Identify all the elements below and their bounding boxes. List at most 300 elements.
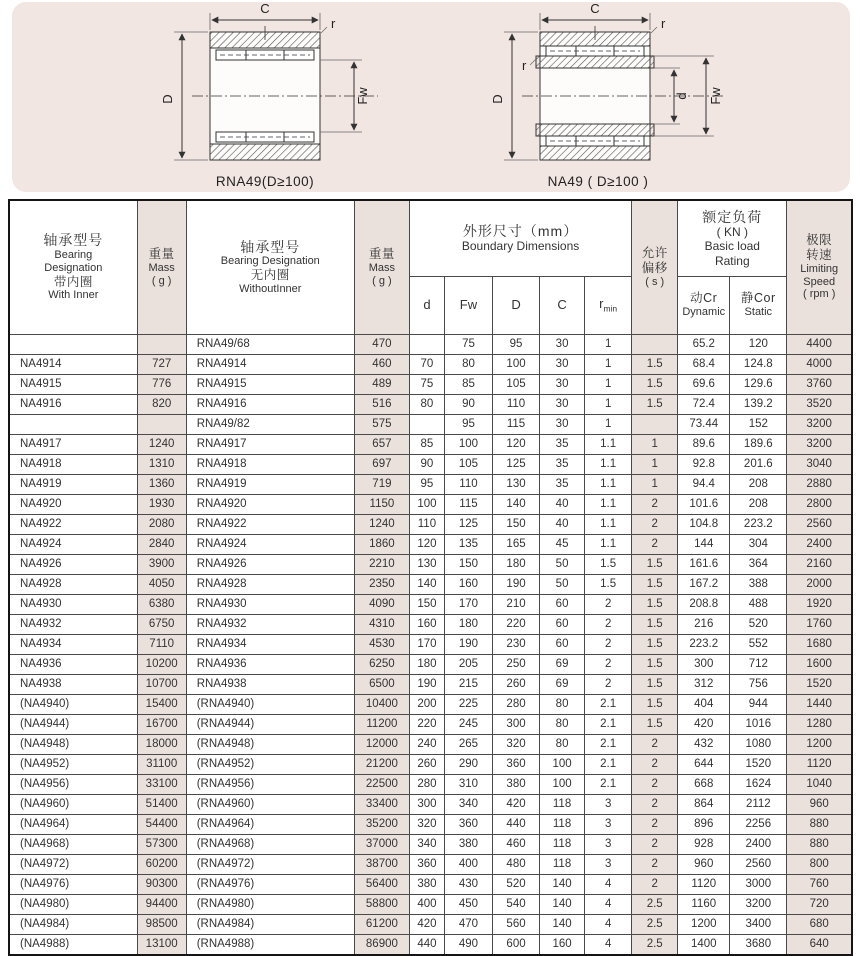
dim-label-c: C [260,1,270,16]
dim-C: 35 [540,434,585,454]
dim-C: 40 [540,514,585,534]
mass-with-inner: 15400 [137,694,186,714]
dim-C: 118 [540,854,585,874]
dim-d: 100 [409,494,444,514]
col-header-allowable-offset: 允许 偏移 ( s ) [632,200,678,334]
dim-C: 35 [540,454,585,474]
allowable-offset-s: 2.5 [632,894,678,914]
designation-with-inner: (NA4960) [9,794,137,814]
static-load-cor: 388 [730,574,787,594]
dynamic-load-cr: 73.44 [678,414,730,434]
mass-with-inner: 1930 [137,494,186,514]
static-load-cor: 756 [730,674,787,694]
static-load-cor: 3200 [730,894,787,914]
dynamic-load-cr: 300 [678,654,730,674]
allowable-offset-s [632,414,678,434]
mass-with-inner: 820 [137,394,186,414]
static-load-cor: 3000 [730,874,787,894]
col-header-with-inner: 轴承型号 Bearing Designation 带内圈 With Inner [9,200,137,334]
designation-with-inner: (NA4952) [9,754,137,774]
designation-without-inner: RNA4926 [186,554,354,574]
dim-fw: 360 [444,814,492,834]
dim-C: 80 [540,734,585,754]
outer-ring-bottom-band [210,144,320,160]
table-row [9,554,852,574]
limiting-speed-rpm: 800 [787,854,852,874]
mass-without-inner: 2350 [354,574,409,594]
table-row [9,394,852,414]
dim-D: 440 [493,814,540,834]
mass-with-inner [137,414,186,434]
designation-with-inner: (NA4944) [9,714,137,734]
allowable-offset-s: 2 [632,754,678,774]
col-header-D: D [493,276,540,334]
dynamic-load-cr: 68.4 [678,354,730,374]
dim-fw: 225 [444,694,492,714]
dim-rmin: 1.5 [585,554,632,574]
allowable-offset-s: 2.5 [632,914,678,934]
limiting-speed-rpm: 3760 [787,374,852,394]
dynamic-load-cr: 928 [678,834,730,854]
table-row [9,814,852,834]
dynamic-load-cr: 960 [678,854,730,874]
dim-fw: 90 [444,394,492,414]
dim-fw: 490 [444,934,492,955]
dim-D: 130 [493,474,540,494]
limiting-speed-rpm: 2880 [787,474,852,494]
static-load-cor: 152 [730,414,787,434]
dim-fw: 215 [444,674,492,694]
dim-D: 190 [493,574,540,594]
table-row [9,754,852,774]
table-row [9,774,852,794]
dim-d: 280 [409,774,444,794]
table-row [9,594,852,614]
dim-label-r-top: r [661,16,666,31]
limiting-speed-rpm: 1280 [787,714,852,734]
designation-without-inner: (RNA4948) [186,734,354,754]
dim-d: 200 [409,694,444,714]
mass-with-inner: 98500 [137,914,186,934]
dim-D: 260 [493,674,540,694]
table-row [9,794,852,814]
mass-with-inner: 57300 [137,834,186,854]
dim-C: 118 [540,814,585,834]
roller-row-top [546,46,644,56]
designation-with-inner: NA4936 [9,654,137,674]
dim-fw: 205 [444,654,492,674]
designation-without-inner: (RNA4944) [186,714,354,734]
dim-d: 300 [409,794,444,814]
designation-with-inner [9,334,137,354]
designation-without-inner: RNA4916 [186,394,354,414]
dim-fw: 135 [444,534,492,554]
mass-with-inner: 10200 [137,654,186,674]
dim-rmin: 1.1 [585,514,632,534]
table-row [9,734,852,754]
dim-fw: 80 [444,354,492,374]
dim-rmin: 2.1 [585,734,632,754]
designation-without-inner: (RNA4964) [186,814,354,834]
designation-without-inner: RNA4934 [186,634,354,654]
mass-without-inner: 6500 [354,674,409,694]
mass-without-inner: 33400 [354,794,409,814]
designation-with-inner: NA4934 [9,634,137,654]
dim-label-c: C [590,1,600,16]
dim-D: 150 [493,514,540,534]
col-header-dynamic-cr: 动Cr Dynamic [678,276,730,334]
mass-with-inner: 1310 [137,454,186,474]
designation-with-inner: (NA4980) [9,894,137,914]
dim-fw: 170 [444,594,492,614]
dynamic-load-cr: 216 [678,614,730,634]
dim-fw: 110 [444,474,492,494]
allowable-offset-s: 1 [632,434,678,454]
dim-C: 100 [540,774,585,794]
dim-D: 220 [493,614,540,634]
dim-rmin: 4 [585,874,632,894]
dim-fw: 115 [444,494,492,514]
dynamic-load-cr: 404 [678,694,730,714]
dim-d [409,414,444,434]
static-load-cor: 3400 [730,914,787,934]
limiting-speed-rpm: 960 [787,794,852,814]
dynamic-load-cr: 312 [678,674,730,694]
designation-without-inner: (RNA4976) [186,874,354,894]
dim-rmin: 3 [585,834,632,854]
dim-C: 140 [540,894,585,914]
dynamic-load-cr: 104.8 [678,514,730,534]
mass-with-inner: 33100 [137,774,186,794]
designation-with-inner: NA4915 [9,374,137,394]
limiting-speed-rpm: 3200 [787,414,852,434]
dim-D: 280 [493,694,540,714]
limiting-speed-rpm: 1760 [787,614,852,634]
dim-C: 118 [540,834,585,854]
dim-D: 300 [493,714,540,734]
dim-d: 340 [409,834,444,854]
dim-C: 30 [540,334,585,354]
table-body [9,334,852,955]
col-header-rmin: $r_{min}$ [585,276,632,334]
dim-rmin: 4 [585,934,632,955]
limiting-speed-rpm: 760 [787,874,852,894]
mass-without-inner: 56400 [354,874,409,894]
dim-fw: 180 [444,614,492,634]
static-load-cor: 552 [730,634,787,654]
mass-without-inner: 1860 [354,534,409,554]
designation-without-inner: (RNA4952) [186,754,354,774]
allowable-offset-s: 2 [632,494,678,514]
dim-rmin: 3 [585,814,632,834]
static-load-cor: 2560 [730,854,787,874]
limiting-speed-rpm: 4400 [787,334,852,354]
limiting-speed-rpm: 680 [787,914,852,934]
designation-without-inner: (RNA4984) [186,914,354,934]
limiting-speed-rpm: 640 [787,934,852,955]
designation-without-inner: (RNA4988) [186,934,354,955]
dim-rmin: 1.5 [585,574,632,594]
static-load-cor: 364 [730,554,787,574]
dynamic-load-cr: 69.6 [678,374,730,394]
mass-with-inner: 54400 [137,814,186,834]
dim-d: 150 [409,594,444,614]
dim-fw: 340 [444,794,492,814]
static-load-cor: 944 [730,694,787,714]
dim-d: 400 [409,894,444,914]
dim-rmin: 2 [585,594,632,614]
dim-C: 80 [540,714,585,734]
table-row [9,654,852,674]
static-load-cor: 2112 [730,794,787,814]
dim-d: 190 [409,674,444,694]
mass-without-inner: 1150 [354,494,409,514]
dynamic-load-cr: 864 [678,794,730,814]
designation-without-inner: RNA4915 [186,374,354,394]
inner-ring-bottom-band [536,124,654,136]
dim-D: 560 [493,914,540,934]
outer-ring-bottom-band [540,146,650,160]
designation-without-inner: RNA4928 [186,574,354,594]
allowable-offset-s: 1.5 [632,354,678,374]
dim-D: 180 [493,554,540,574]
dynamic-load-cr: 89.6 [678,434,730,454]
mass-without-inner: 6250 [354,654,409,674]
limiting-speed-rpm: 2560 [787,514,852,534]
dim-C: 100 [540,754,585,774]
limiting-speed-rpm: 1920 [787,594,852,614]
dim-d: 90 [409,454,444,474]
dynamic-load-cr: 144 [678,534,730,554]
dim-D: 210 [493,594,540,614]
dim-d: 440 [409,934,444,955]
dim-D: 480 [493,854,540,874]
static-load-cor: 3680 [730,934,787,955]
table-row [9,854,852,874]
dim-C: 40 [540,494,585,514]
static-load-cor: 124.8 [730,354,787,374]
dim-C: 60 [540,594,585,614]
mass-without-inner: 697 [354,454,409,474]
limiting-speed-rpm: 1600 [787,654,852,674]
dynamic-load-cr: 92.8 [678,454,730,474]
limiting-speed-rpm: 3040 [787,454,852,474]
dim-C: 30 [540,394,585,414]
dim-C: 30 [540,414,585,434]
mass-without-inner: 12000 [354,734,409,754]
designation-without-inner: RNA4924 [186,534,354,554]
table-row [9,874,852,894]
col-header-static-cor: 静Cor Static [730,276,787,334]
dim-label-r: r [331,16,336,31]
dim-d: 120 [409,534,444,554]
dim-d: 75 [409,374,444,394]
dim-D: 95 [493,334,540,354]
dim-d: 380 [409,874,444,894]
col-header-mass-with-inner: 重量 Mass ( g ) [137,200,186,334]
dim-rmin: 2 [585,614,632,634]
dim-fw: 150 [444,554,492,574]
limiting-speed-rpm: 2000 [787,574,852,594]
static-load-cor: 120 [730,334,787,354]
mass-without-inner: 4530 [354,634,409,654]
designation-without-inner: RNA4932 [186,614,354,634]
col-header-d: d [409,276,444,334]
dim-D: 520 [493,874,540,894]
allowable-offset-s: 2 [632,774,678,794]
designation-with-inner: (NA4948) [9,734,137,754]
static-load-cor: 1016 [730,714,787,734]
table-row [9,694,852,714]
dim-rmin: 2.1 [585,694,632,714]
static-load-cor: 189.6 [730,434,787,454]
dim-rmin: 1 [585,374,632,394]
designation-without-inner: (RNA4956) [186,774,354,794]
dynamic-load-cr: 223.2 [678,634,730,654]
mass-with-inner: 6380 [137,594,186,614]
allowable-offset-s: 1.5 [632,554,678,574]
dynamic-load-cr: 432 [678,734,730,754]
dim-d: 85 [409,434,444,454]
dim-D: 100 [493,354,540,374]
dynamic-load-cr: 1200 [678,914,730,934]
dynamic-load-cr: 94.4 [678,474,730,494]
limiting-speed-rpm: 1200 [787,734,852,754]
limiting-speed-rpm: 3200 [787,434,852,454]
allowable-offset-s: 2 [632,734,678,754]
dim-C: 140 [540,874,585,894]
limiting-speed-rpm: 2400 [787,534,852,554]
designation-with-inner: (NA4956) [9,774,137,794]
mass-with-inner: 776 [137,374,186,394]
limiting-speed-rpm: 2800 [787,494,852,514]
allowable-offset-s: 2 [632,794,678,814]
designation-without-inner: RNA4930 [186,594,354,614]
table-row [9,914,852,934]
dynamic-load-cr: 668 [678,774,730,794]
dim-D: 600 [493,934,540,955]
allowable-offset-s: 1.5 [632,674,678,694]
designation-with-inner: NA4928 [9,574,137,594]
dim-fw: 85 [444,374,492,394]
mass-without-inner: 2210 [354,554,409,574]
dynamic-load-cr: 644 [678,754,730,774]
bearing-spec-table [8,199,853,956]
dim-D: 540 [493,894,540,914]
roller-row-bottom [216,132,314,142]
dim-D: 110 [493,394,540,414]
mass-without-inner: 11200 [354,714,409,734]
dim-rmin: 1.1 [585,494,632,514]
designation-with-inner: (NA4976) [9,874,137,894]
dim-D: 250 [493,654,540,674]
mass-with-inner: 90300 [137,874,186,894]
dim-rmin: 2 [585,634,632,654]
table-row [9,934,852,955]
mass-with-inner: 727 [137,354,186,374]
dim-D: 115 [493,414,540,434]
designation-with-inner: (NA4968) [9,834,137,854]
dim-d: 80 [409,394,444,414]
mass-with-inner: 4050 [137,574,186,594]
dim-D: 165 [493,534,540,554]
static-load-cor: 201.6 [730,454,787,474]
limiting-speed-rpm: 1520 [787,674,852,694]
dim-rmin: 1 [585,354,632,374]
mass-with-inner: 16700 [137,714,186,734]
mass-without-inner: 470 [354,334,409,354]
allowable-offset-s: 1.5 [632,574,678,594]
designation-without-inner: RNA4919 [186,474,354,494]
dynamic-load-cr: 72.4 [678,394,730,414]
table-row [9,514,852,534]
dim-C: 69 [540,674,585,694]
table-row [9,334,852,354]
table-row [9,614,852,634]
rna49-diagram [150,2,410,194]
mass-without-inner: 58800 [354,894,409,914]
dynamic-load-cr: 208.8 [678,594,730,614]
mass-with-inner: 1240 [137,434,186,454]
allowable-offset-s: 2 [632,814,678,834]
dim-fw: 245 [444,714,492,734]
dim-rmin: 4 [585,894,632,914]
mass-without-inner: 38700 [354,854,409,874]
table-row [9,534,852,554]
dim-label-D: D [490,94,505,104]
dynamic-load-cr: 896 [678,814,730,834]
mass-with-inner: 94400 [137,894,186,914]
col-header-boundary-dimensions: 外形尺寸（mm） Boundary Dimensions [409,200,631,276]
dim-D: 320 [493,734,540,754]
dim-label-fw: Fw [355,87,370,105]
dim-rmin: 2.1 [585,714,632,734]
dim-rmin: 4 [585,914,632,934]
allowable-offset-s: 2 [632,534,678,554]
designation-without-inner: (RNA4980) [186,894,354,914]
mass-without-inner: 1240 [354,514,409,534]
col-header-C: C [540,276,585,334]
dim-C: 35 [540,474,585,494]
dim-d: 170 [409,634,444,654]
allowable-offset-s: 1 [632,474,678,494]
dim-C: 30 [540,374,585,394]
mass-with-inner: 31100 [137,754,186,774]
mass-without-inner: 460 [354,354,409,374]
roller-row-top [216,50,314,60]
dim-fw: 160 [444,574,492,594]
dim-rmin: 2.1 [585,754,632,774]
dim-rmin: 1 [585,414,632,434]
designation-without-inner: RNA4920 [186,494,354,514]
static-load-cor: 520 [730,614,787,634]
static-load-cor: 1520 [730,754,787,774]
col-header-without-inner: 轴承型号 Bearing Designation 无内圈 WithoutInner [186,200,354,334]
limiting-speed-rpm: 880 [787,814,852,834]
dim-D: 120 [493,434,540,454]
designation-with-inner: (NA4984) [9,914,137,934]
dynamic-load-cr: 1160 [678,894,730,914]
dim-C: 60 [540,614,585,634]
designation-without-inner: (RNA4972) [186,854,354,874]
dim-d: 130 [409,554,444,574]
table-row [9,354,852,374]
dim-d: 360 [409,854,444,874]
dim-fw: 125 [444,514,492,534]
mass-with-inner: 6750 [137,614,186,634]
dim-rmin: 3 [585,854,632,874]
table-row [9,894,852,914]
